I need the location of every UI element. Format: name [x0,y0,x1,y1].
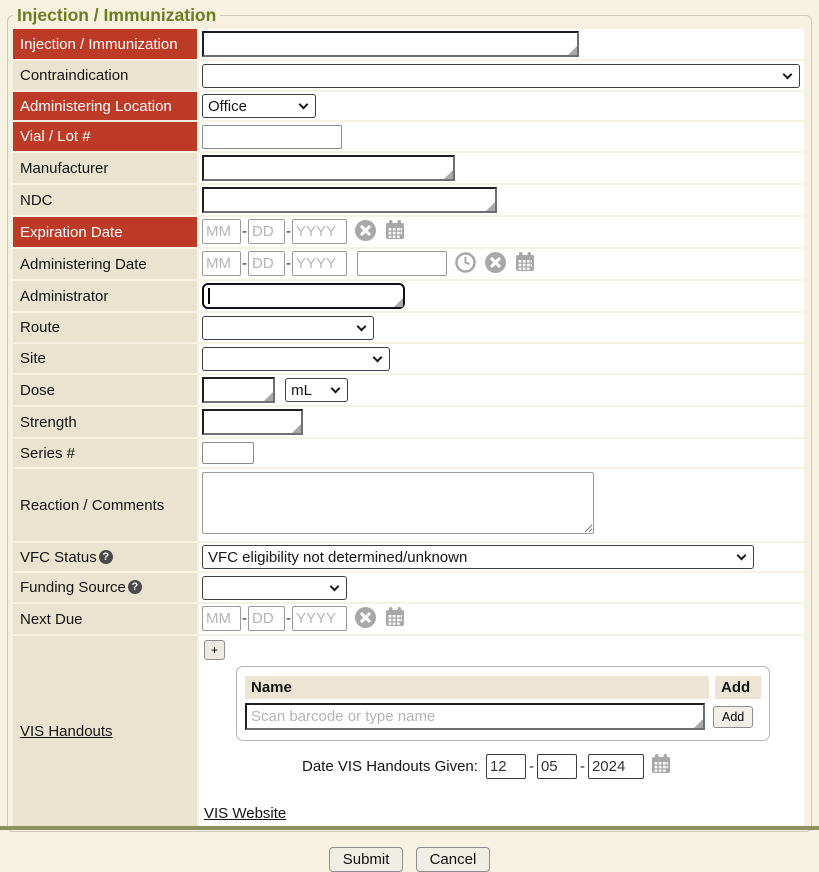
field-label-administrator: Administrator [13,281,197,311]
chevron-down-icon [299,99,309,109]
resize-grip-icon[interactable] [568,46,577,55]
dose-unit-select-value: mL [291,381,313,399]
dose-unit-select[interactable] [285,378,348,402]
table-row [13,185,804,215]
field-label-funding-source [13,573,197,602]
field-label-ndc: NDC [13,185,197,215]
field-label-reaction: Reaction / Comments [13,469,197,541]
table-row [13,281,804,311]
chevron-down-icon [783,69,793,79]
funding-source-select[interactable] [202,576,347,600]
table-row [13,573,804,602]
administrator-input-wrap [202,283,405,309]
table-row [13,636,804,826]
table-row [13,543,804,571]
date-separator: - [242,223,247,240]
dose-input-wrap [202,377,275,403]
field-label-expiration-date: Expiration Date [13,217,197,247]
date-separator: - [242,610,247,628]
chevron-down-icon [330,581,340,591]
date-separator: - [528,757,534,775]
reaction-comments-textarea[interactable] [202,472,594,534]
vis-date-day-input[interactable] [537,754,577,779]
vis-expand-button[interactable]: + [204,640,225,660]
date-separator: - [286,255,291,273]
vis-handouts-card [236,666,770,741]
contraindication-select[interactable] [202,64,800,88]
field-label-vfc-status [13,543,197,571]
administering-year-input[interactable] [292,251,347,276]
calendar-icon[interactable] [650,753,672,779]
chevron-down-icon [373,352,383,362]
resize-grip-icon[interactable] [444,170,453,179]
administering-month-input[interactable] [202,251,241,276]
bottom-edge-bar [0,826,819,830]
vis-add-header: Add [715,676,761,699]
table-row [13,313,804,342]
table-row [13,375,804,405]
form-actions [0,847,819,872]
date-separator: - [286,223,291,240]
ndc-input[interactable] [204,189,495,211]
clear-date-icon[interactable] [485,252,506,277]
table-row [13,344,804,373]
date-separator: - [242,255,247,273]
form-title: Injection / Immunization [17,5,217,25]
table-row [13,61,804,90]
table-row [13,469,804,541]
table-row [13,92,804,120]
table-row [13,153,804,183]
dose-input[interactable] [204,379,273,401]
table-row [13,29,804,59]
administrator-input[interactable] [204,285,403,307]
resize-grip-icon[interactable] [264,392,273,401]
field-label-next-due: Next Due [13,604,197,634]
vis-handouts-link[interactable]: VIS Handouts [20,722,113,740]
field-label-vis-handouts [13,636,197,826]
table-row [13,122,804,151]
clear-date-icon[interactable] [355,220,376,245]
administering-day-input[interactable] [248,251,285,276]
next-due-month-input[interactable] [202,606,241,631]
injection-immunization-form [7,5,812,832]
administering-time-input[interactable] [357,251,447,276]
clear-date-icon[interactable] [355,607,376,632]
expiration-day-input[interactable] [248,219,285,244]
resize-grip-icon[interactable] [486,202,495,211]
route-select[interactable] [202,316,374,340]
table-row [13,249,804,279]
chevron-down-icon [357,321,367,331]
table-row [13,604,804,634]
vis-scan-input-wrap [245,703,705,730]
date-separator: - [286,610,291,628]
resize-grip-icon[interactable] [694,719,703,728]
text-caret [208,288,210,304]
chevron-down-icon [737,550,747,560]
clock-icon[interactable] [455,252,476,277]
table-row [13,217,804,247]
strength-input[interactable] [204,411,301,433]
date-separator: - [579,757,585,775]
vfc-status-label: VFC Status [20,548,97,566]
manufacturer-input-wrap [202,155,455,181]
table-row [13,439,804,467]
next-due-day-input[interactable] [248,606,285,631]
field-label-series: Series # [13,439,197,467]
table-row [13,407,804,437]
vial-lot-input[interactable] [202,125,342,149]
vis-date-year-input[interactable] [588,754,644,779]
calendar-icon[interactable] [384,606,406,632]
vis-website-link[interactable]: VIS Website [204,805,287,823]
field-label-injection: Injection / Immunization [13,29,197,59]
help-icon[interactable]: ? [99,550,113,564]
field-label-manufacturer: Manufacturer [13,153,197,183]
field-label-administering-location: Administering Location [13,92,197,120]
series-input[interactable] [202,442,254,464]
next-due-year-input[interactable] [292,606,347,631]
field-label-dose: Dose [13,375,197,405]
field-label-contraindication: Contraindication [13,61,197,90]
administering-location-select[interactable] [202,94,316,118]
expiration-year-input[interactable] [292,219,347,244]
injection-input-wrap [202,31,579,57]
expiration-month-input[interactable] [202,219,241,244]
injection-input[interactable] [204,33,577,55]
resize-grip-icon[interactable] [292,424,301,433]
manufacturer-input[interactable] [204,157,453,179]
administering-location-select-value: Office [208,97,247,115]
vis-name-header: Name [245,676,709,699]
field-label-strength: Strength [13,407,197,437]
help-icon[interactable]: ? [128,580,142,594]
ndc-input-wrap [202,187,497,213]
submit-button[interactable]: Submit [329,847,404,872]
strength-input-wrap [202,409,303,435]
calendar-icon[interactable] [514,251,536,277]
site-select[interactable] [202,347,390,371]
field-label-site: Site [13,344,197,373]
field-label-administering-date: Administering Date [13,249,197,279]
vis-date-given-label: Date VIS Handouts Given: [302,757,478,775]
vis-add-button[interactable]: Add [713,706,753,728]
vis-date-month-input[interactable] [486,754,526,779]
vis-scan-input[interactable] [247,705,703,728]
vfc-status-select[interactable] [202,545,754,569]
field-label-route: Route [13,313,197,342]
funding-source-label: Funding Source [20,579,126,597]
calendar-icon[interactable] [384,219,406,245]
vfc-status-select-value: VFC eligibility not determined/unknown [208,548,468,566]
resize-grip-icon[interactable] [394,298,403,307]
cancel-button[interactable]: Cancel [416,847,491,872]
field-label-vial-lot: Vial / Lot # [13,122,197,151]
chevron-down-icon [331,383,341,393]
